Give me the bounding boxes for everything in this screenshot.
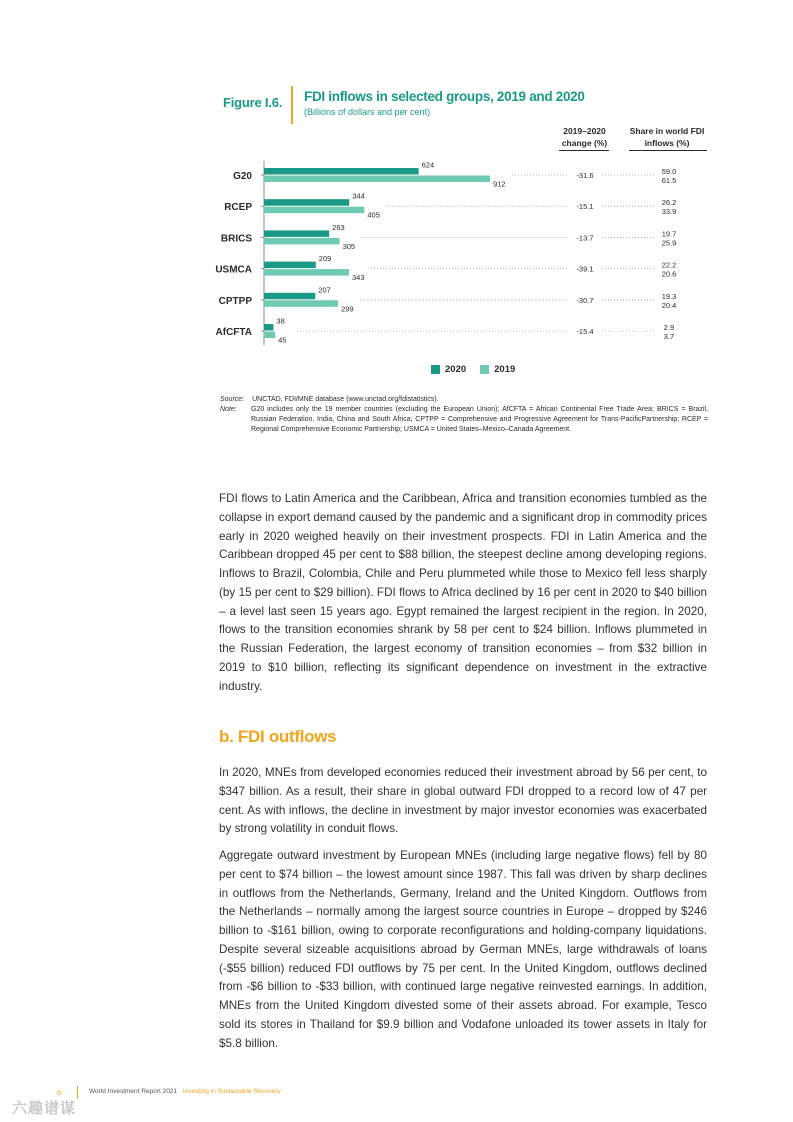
legend-swatch-2019 <box>480 365 489 374</box>
report-subtitle: Investing in Sustainable Recovery <box>182 1088 281 1095</box>
figure-source <box>220 395 708 405</box>
change-value-g20: -31.6 <box>576 171 594 180</box>
share-2019-value-cptpp: 20.4 <box>661 300 677 310</box>
share-2019-value-g20: 61.5 <box>661 176 677 185</box>
data-label-2019-g20: 912 <box>493 179 506 189</box>
legend-item-2019 <box>480 364 515 375</box>
legend-label-2020: 2020 <box>445 364 467 375</box>
column-header-change: 2019–2020 change (%) <box>561 126 608 148</box>
data-label-2019-rcep: 405 <box>367 210 380 220</box>
data-label-2019-usmca: 343 <box>351 273 365 283</box>
data-label-2019-brics: 305 <box>342 241 356 251</box>
legend-item-2020 <box>431 364 466 375</box>
section-heading: b. FDI outflows <box>219 727 337 746</box>
bar-2019-afcfta <box>264 332 275 339</box>
data-label-2020-afcfta: 38 <box>276 316 285 326</box>
bar-2020-afcfta <box>264 324 273 331</box>
bar-2020-g20 <box>264 168 419 175</box>
data-label-2020-usmca: 209 <box>318 254 332 264</box>
data-label-2019-afcfta: 45 <box>278 335 287 345</box>
category-label-usmca: USMCA <box>215 264 252 276</box>
footer-report-title <box>89 1088 281 1095</box>
page-number: 6 <box>57 1088 62 1097</box>
figure-note <box>220 405 708 435</box>
share-2020-value-brics: 19.7 <box>661 229 677 239</box>
share-2020-value-g20: 59.0 <box>661 167 677 176</box>
bar-2019-cptpp <box>264 300 338 307</box>
data-label-2020-brics: 263 <box>332 222 345 232</box>
change-value-brics: -13.7 <box>576 233 594 243</box>
share-2020-value-afcfta: 2.9 <box>663 323 675 332</box>
legend-swatch-2020 <box>431 365 440 374</box>
share-2020-value-cptpp: 19.3 <box>661 291 677 301</box>
bar-2020-brics <box>264 230 329 237</box>
figure-title: FDI inflows in selected groups, 2019 and 2020 <box>304 89 585 104</box>
category-label-g20: G20 <box>233 171 252 182</box>
bar-2020-cptpp <box>264 293 315 300</box>
share-2019-value-usmca: 20.6 <box>661 269 677 279</box>
change-value-usmca: -39.1 <box>576 264 594 274</box>
body-paragraph: FDI flows to Latin America and the Caribbean, Africa and transition economies tumbled as the collapse in export demand caused by the pandemic and a significant drop in commodity prices early in 2020 weighed heavily on their investment prospects. FDI in Latin America and the Caribbean dropped 45 per cent to $88 billion, the steepest decline among developing regions. Inflows to Brazil, Colombia, Chile and Peru plummeted while those to Mexico fell less sharply (by 15 per cent to $29 billion). FDI flows to Africa declined by 16 per cent in 2020 to $40 billion – a level last seen 15 years ago. Egypt remained the largest recipient in the region. In 2020, flows to the transition economies shrank by 58 per cent to $24 billion. Inflows plummeted in the Russian Federation, the largest economy of transition economies – from $32 billion in 2019 to $10 billion, reflecting its significant dependence on investment in the extractive industry. <box>219 492 707 693</box>
note-text: G20 includes only the 19 member countries (excluding the European Union); AfCFTA = African Continental Free Trade Area; BRICS = Brazil, Russian Federation, India, China and South Africa; CPTPP = Comprehensive and Progressive Agreement for Trans-PacificPartnership; RCEP = Regional Comprehensive Economic Partnership; USMCA = United States–Mexico–Canada Agreement. <box>251 406 708 433</box>
data-label-2020-cptpp: 207 <box>318 285 331 295</box>
category-label-cptpp: CPTPP <box>218 295 252 307</box>
figure-subtitle: (Billions of dollars and per cent) <box>304 107 431 117</box>
fdi-inflows-bar-chart <box>0 0 793 360</box>
share-2019-value-rcep: 33.9 <box>661 207 677 217</box>
figure-label: Figure I.6. <box>223 95 283 110</box>
data-label-2020-rcep: 344 <box>352 191 365 201</box>
category-label-rcep: RCEP <box>224 202 252 214</box>
report-title: World Investment Report 2021 <box>89 1088 178 1095</box>
bar-2020-usmca <box>264 262 316 269</box>
body-paragraph: In 2020, MNEs from developed economies reduced their investment abroad by 56 per cent, to $347 billion. As a result, their share in global outward FDI dropped to a record low of 47 per cent. As with inflows, the decline in investment by major investor economies was exacerbated by strong volatility in conduit flows. <box>219 766 707 836</box>
change-value-afcfta: -15.4 <box>576 327 594 336</box>
chart-legend <box>431 364 515 375</box>
bar-2019-rcep <box>264 207 364 214</box>
change-value-rcep: -15.1 <box>576 202 594 212</box>
source-text: UNCTAD, FDI/MNE database (www.unctad.org/fdistatistics). <box>252 396 439 403</box>
bar-2019-g20 <box>264 176 490 183</box>
body-paragraph: Aggregate outward investment by European MNEs (including large negative flows) fell by 80 per cent to $74 billion – the lowest amount since 1987. This fall was driven by sharp declines in outflows from the Netherlands, Germany, Ireland and the United Kingdom. Outflows from the Netherlands – normally among the largest source countries in Europe – dropped by $246 billion to -$161 billion, owing to corporate reconfigurations and holding-company liquidations. Despite several sizeable acquisitions abroad by German MNEs, large withdrawals of loans (-$55 billion) reduced FDI outflows by 75 per cent. In the United Kingdom, outflows declined from -$6 billion to -$33 billion, with continued large negative reinvested earnings. In addition, MNEs from the United Kingdom divested some of their assets abroad. For example, Tesco sold its stores in Thailand for $9.9 billion and Vodafone unloaded its tower assets in Italy for $5.8 billion. <box>219 849 707 1050</box>
note-label: Note: <box>220 406 237 413</box>
watermark-logo: 六趣谱谋 <box>12 1100 77 1117</box>
share-2019-value-afcfta: 3.7 <box>663 332 675 341</box>
bar-2019-usmca <box>264 269 349 276</box>
data-label-2020-g20: 624 <box>421 160 435 170</box>
share-2020-value-usmca: 22.2 <box>661 260 677 270</box>
change-value-cptpp: -30.7 <box>576 295 594 305</box>
bar-2019-brics <box>264 238 340 245</box>
source-label: Source: <box>220 396 245 403</box>
column-header-share: Share in world FDI inflows (%) <box>629 126 705 148</box>
category-label-brics: BRICS <box>220 233 252 245</box>
legend-label-2019: 2019 <box>494 364 516 375</box>
data-label-2019-cptpp: 299 <box>341 304 354 314</box>
share-2019-value-brics: 25.9 <box>661 238 677 248</box>
category-label-afcfta: AfCFTA <box>215 327 252 338</box>
share-2020-value-rcep: 26.2 <box>661 198 677 208</box>
footer-divider <box>77 1086 78 1099</box>
bar-2020-rcep <box>264 199 349 206</box>
